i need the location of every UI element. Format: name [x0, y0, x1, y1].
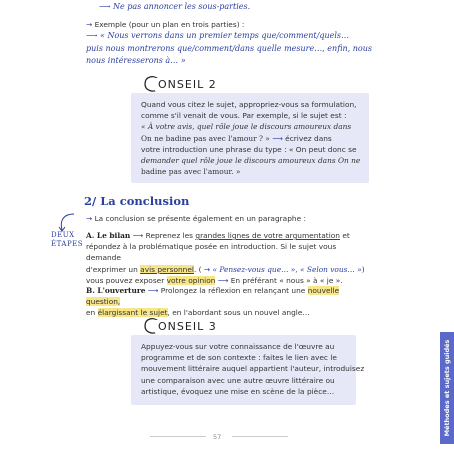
conseil-2-line: comme s'il venait de vous. Par exemple, si le sujet est : [141, 111, 347, 121]
arrow-icon: ⟶ [99, 2, 111, 11]
conseil-2-line [141, 133, 360, 144]
top-note-1-text: Ne pas annoncer les sous-parties. [113, 2, 251, 11]
conseil-2-line-end: écrivez dans [285, 133, 332, 143]
arrow-icon: ⟶ [86, 31, 98, 40]
page-number: 57 [213, 433, 222, 441]
example-line-3: nous intéresserons à… » [86, 56, 186, 65]
conseil-2-line: demander quel rôle joue le discours amoureux dans On ne [141, 156, 361, 166]
ouverture-label: B. L'ouverture [86, 286, 146, 295]
arrow-icon: ⟶ [132, 231, 144, 240]
bilan-text: ) [361, 264, 365, 274]
chapter-side-tab [440, 332, 454, 444]
footer-rule-left [150, 436, 206, 437]
example-label-text: Exemple (pour un plan en trois parties) : [94, 20, 245, 29]
footer-rule-right [232, 436, 288, 437]
chapter-side-tab-label: Méthodes et sujets guidés [443, 339, 451, 437]
ouverture-paragraph [86, 285, 366, 319]
bilan-line-1 [86, 230, 366, 241]
arrow-icon: ⟶ [272, 133, 283, 143]
example-label [86, 19, 244, 30]
conseil-3-line: artistique, évoquez une mise en scène de la pièce… [141, 386, 335, 396]
conseil-3-line: programme et de son contexte : faites le lien avec le [141, 353, 337, 363]
arrow-icon: → [86, 20, 93, 29]
ouverture-text: Prolongez la réflexion en relançant une [160, 286, 306, 295]
arrow-icon: ⟶ [147, 286, 159, 295]
conseil-2-line: votre introduction une phrase du type : « On peut donc se [141, 144, 357, 154]
bilan-text: En préférant « nous » à « je ». [230, 275, 343, 285]
example-line-1 [86, 31, 349, 40]
ouverture-highlight: élargissant le sujet [97, 308, 168, 318]
bilan-text: . ( [193, 264, 202, 274]
example-line-1-text: « Nous verrons dans un premier temps que/comment/quels… [100, 31, 349, 40]
section-title-text: 2/ La conclusion [84, 194, 190, 208]
conseil-3-line: une comparaison avec une autre œuvre littéraire ou [141, 375, 335, 385]
ouverture-highlight: nouvelle question, [86, 286, 340, 307]
conclusion-intro [86, 213, 306, 224]
arrow-icon: → [86, 214, 93, 223]
deux-etapes-line: ÉTAPES [51, 240, 84, 248]
conseil-2-line: Quand vous citez le sujet, appropriez-vous sa formulation, [141, 100, 357, 109]
bilan-text: vous pouvez exposer [86, 275, 165, 285]
ouverture-text: en [86, 308, 96, 318]
deux-etapes-line: DEUX [51, 231, 75, 239]
bilan-highlight: votre opinion [166, 275, 216, 285]
top-note-1 [99, 2, 250, 11]
bilan-underline: grandes lignes de votre argumentation [195, 231, 340, 240]
conseil-2-title: ONSEIL 2 [155, 78, 220, 91]
bilan-text: d'exprimer un [86, 264, 138, 274]
arrow-icon: ⟶ [217, 275, 229, 285]
ouverture-text: , en l'abordant sous un nouvel angle… [167, 308, 310, 318]
ouverture-line-1 [86, 285, 366, 307]
bilan-highlight: avis personnel [140, 264, 194, 274]
conseil-2-line: « À votre avis, quel rôle joue le discours amoureux dans [141, 122, 352, 132]
bilan-text: et [342, 231, 350, 240]
bilan-line-3 [86, 264, 366, 275]
conclusion-intro-text: La conclusion se présente également en un paragraphe : [94, 214, 306, 223]
bilan-label: A. Le bilan [86, 231, 131, 240]
conseil-2-text [141, 99, 360, 177]
conseil-2-line: badine pas avec l'amour. » [141, 167, 241, 177]
conseil-3-line: mouvement littéraire auquel appartient l'auteur, introduisez [141, 364, 365, 374]
ouverture-line-2 [86, 307, 366, 318]
bilan-paragraph [86, 230, 366, 286]
section-title [84, 194, 189, 208]
bilan-line-2: répondez à la problématique posée en introduction. Si le sujet vous demande [86, 242, 337, 263]
conseil-3-title: ONSEIL 3 [155, 320, 220, 333]
arrow-icon: → [203, 264, 211, 274]
conseil-2-title-work: On ne badine pas avec l'amour ? » [141, 133, 270, 143]
deux-etapes-note [51, 231, 83, 249]
conseil-3-text [141, 341, 364, 397]
conseil-3-line: Appuyez-vous sur votre connaissance de l'œuvre au [141, 342, 335, 351]
example-line-2: puis nous montrerons que/comment/dans quelle mesure…, enfin, nous [86, 44, 372, 53]
bilan-text: Reprenez les [145, 231, 194, 240]
bilan-example: « Pensez-vous que… », « Selon vous… » [212, 264, 362, 274]
